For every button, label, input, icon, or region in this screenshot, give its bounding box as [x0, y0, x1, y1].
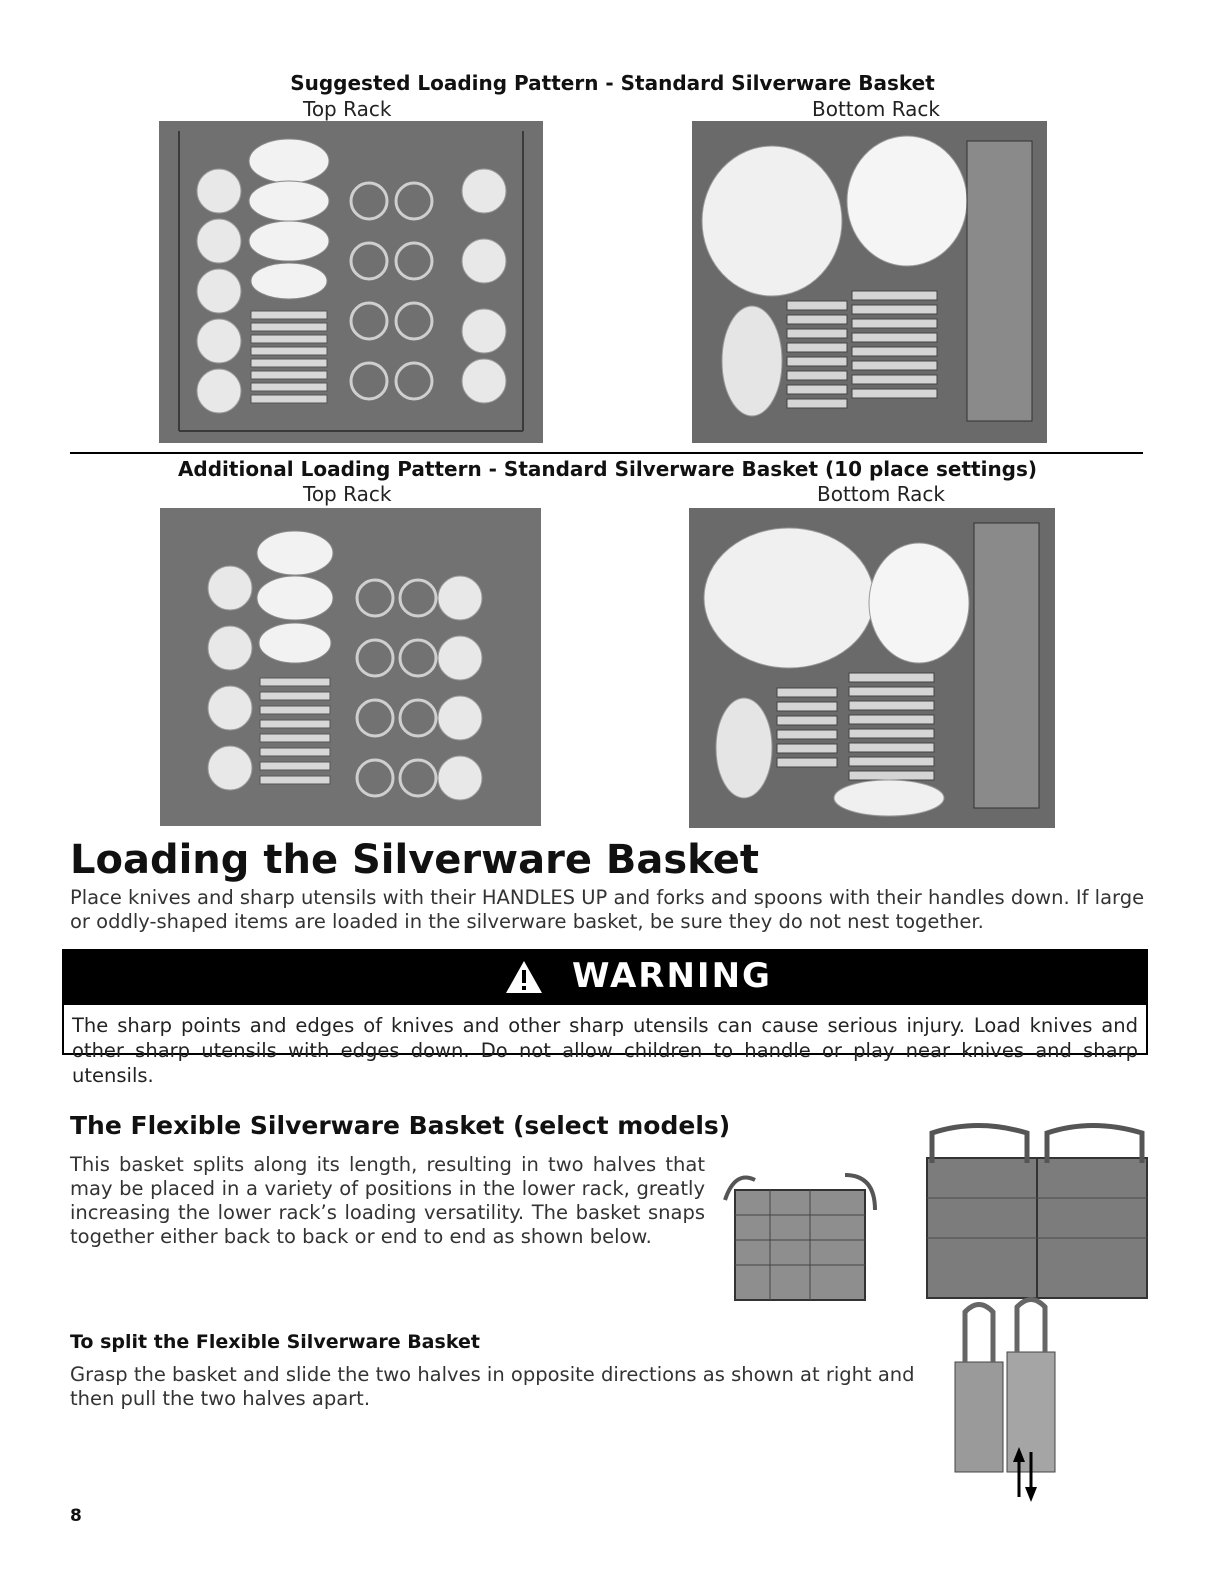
bottom-rack-label: Bottom Rack [812, 97, 941, 121]
warning-label: WARNING [572, 956, 772, 996]
split-body: Grasp the basket and slide the two halves in opposite directions as shown at right and then pull the two halves apart. [70, 1363, 915, 1410]
warning-header [64, 951, 1146, 1005]
basket-end-to-end-image [917, 1118, 1157, 1303]
bottom-rack-photo [692, 121, 1047, 443]
loading-body: Place knives and sharp utensils with their HANDLES UP and forks and spoons with their handles down. If large or oddly-shaped items are loaded in the silverware basket, be sure they do not nest together. [70, 886, 1145, 933]
top-rack-label: Top Rack [303, 97, 392, 121]
top-rack-label-2: Top Rack [303, 482, 392, 506]
page-number: 8 [70, 1506, 82, 1526]
additional-pattern-title: Additional Loading Pattern - Standard Silverware Basket (10 place settings) [177, 457, 1038, 481]
loading-heading: Loading the Silverware Basket [70, 837, 759, 883]
top-rack-photo-2 [160, 508, 541, 826]
flexible-heading: The Flexible Silverware Basket (select models) [70, 1111, 731, 1140]
split-heading: To split the Flexible Silverware Basket [70, 1331, 480, 1353]
suggested-pattern-title: Suggested Loading Pattern - Standard Silverware Basket [290, 71, 935, 95]
top-rack-photo [159, 121, 543, 443]
flexible-body: This basket splits along its length, resulting in two halves that may be placed in a variety of positions in the lower rack, greatly increasing the lower rack’s loading versatility. The basket snaps together either back to back or end to end as shown below. [70, 1153, 705, 1248]
bottom-rack-photo-2 [689, 508, 1055, 828]
basket-back-to-back-image [715, 1170, 885, 1320]
divider [70, 452, 1143, 454]
warning-box [62, 949, 1148, 1087]
warning-triangle-icon [504, 959, 544, 995]
bottom-rack-label-2: Bottom Rack [817, 482, 946, 506]
basket-split-image [945, 1292, 1065, 1507]
warning-body: The sharp points and edges of knives and other sharp utensils can cause serious injury. Load knives and other sharp utensils with edges down. Do not allow children to handle or play near knives and sharp utensils. [72, 1014, 1138, 1087]
